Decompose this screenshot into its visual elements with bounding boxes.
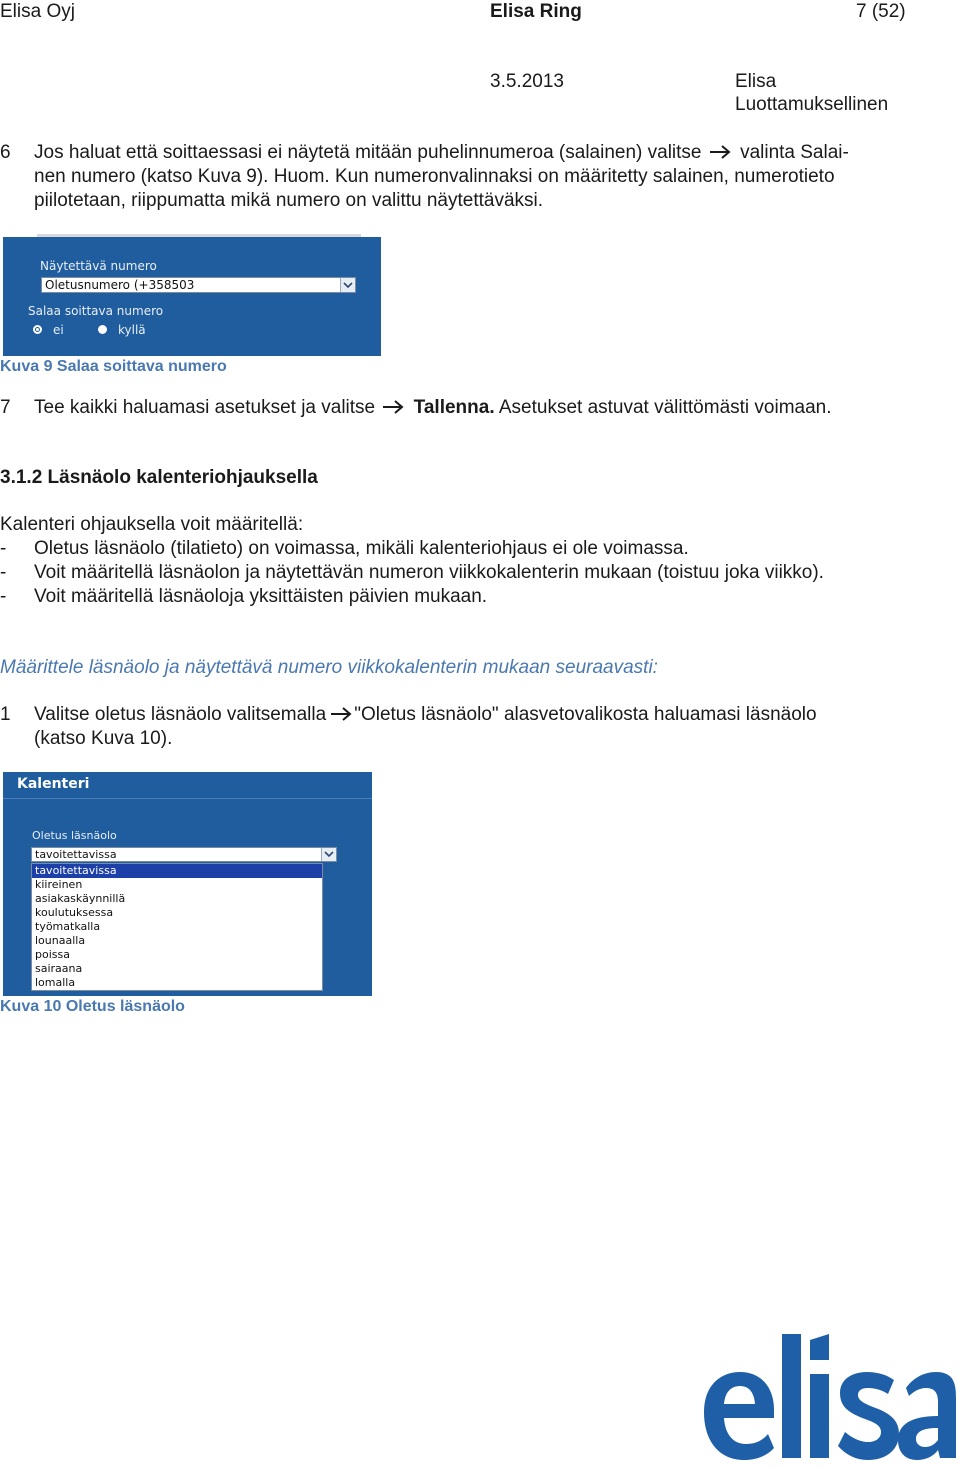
bullet-item: Oletus läsnäolo (tilatieto) on voimassa, mikäli kalenteriohjaus ei ole voimassa.: [34, 538, 689, 559]
default-presence-select[interactable]: [31, 847, 337, 862]
step6-line2: nen numero (katso Kuva 9). Huom. Kun numeronvalinnaksi on määritetty salainen, numerotieto: [34, 166, 835, 187]
save-emphasis: Tallenna.: [413, 397, 495, 418]
list-item[interactable]: poissa: [35, 948, 70, 961]
radio-no-label: ei: [53, 323, 64, 337]
step1-line1: [34, 703, 817, 727]
presence-options-list[interactable]: [31, 863, 323, 991]
hide-number-label: Salaa soittava numero: [28, 304, 164, 318]
default-presence-value: tavoitettavissa: [35, 848, 117, 861]
figure-caption-10: Kuva 10 Oletus läsnäolo: [0, 998, 185, 1015]
section-heading: 3.1.2 Läsnäolo kalenteriohjauksella: [0, 467, 318, 488]
step1-line2: (katso Kuva 10).: [34, 728, 173, 749]
document-date: 3.5.2013: [490, 71, 564, 92]
bullet-marker: -: [0, 586, 7, 607]
list-item[interactable]: asiakaskäynnillä: [35, 892, 126, 905]
dropdown-arrow-icon: [340, 278, 355, 292]
right-arrow-icon: [709, 145, 731, 159]
radio-button-icon[interactable]: [98, 325, 107, 334]
bullet-item: Voit määritellä läsnäolon ja näytettävän numeron viikkokalenterin mukaan (toistuu joka viikko).: [34, 562, 824, 583]
instructions-title: Määrittele läsnäolo ja näytettävä numero viikkokalenterin mukaan seuraavasti:: [0, 657, 658, 678]
right-arrow-icon: [330, 707, 352, 721]
step6-line3: piilotetaan, riippumatta mikä numero on valittu näytettäväksi.: [34, 190, 544, 211]
step6-line1: [34, 141, 849, 165]
bullet-marker: -: [0, 538, 7, 559]
list-item[interactable]: työmatkalla: [35, 920, 101, 933]
list-item[interactable]: kiireinen: [35, 878, 83, 891]
list-item[interactable]: koulutuksessa: [35, 906, 114, 919]
section-intro: Kalenteri ohjauksella voit määritellä:: [0, 514, 304, 535]
radio-button-icon[interactable]: [33, 325, 42, 334]
page-number: 7 (52): [856, 1, 906, 22]
step1-text-post: "Oletus läsnäolo" alasvetovalikosta haluamasi läsnäolo: [354, 704, 817, 725]
confidentiality-label: Luottamuksellinen: [735, 94, 889, 115]
bullet-item: Voit määritellä läsnäoloja yksittäisten päivien mukaan.: [34, 586, 488, 607]
panel-divider: [3, 798, 372, 799]
step6-line1-text: Jos haluat että soittaessasi ei näytetä mitään puhelinnumeroa (salainen) valitse: [34, 142, 702, 163]
step-number: 7: [0, 397, 11, 418]
calendar-panel-title: Kalenteri: [17, 776, 90, 792]
panel-top-edge: [37, 234, 361, 237]
step7-text: Tee kaikki haluamasi asetukset ja valitse: [34, 397, 376, 418]
step1-text: Valitse oletus läsnäolo valitsemalla: [34, 704, 327, 725]
list-item[interactable]: lounaalla: [35, 934, 86, 947]
elisa-logo: [700, 1328, 956, 1468]
displayed-number-select[interactable]: [41, 277, 356, 293]
default-presence-label: Oletus läsnäolo: [32, 829, 117, 842]
list-item[interactable]: sairaana: [35, 962, 83, 975]
figure-caption-9: Kuva 9 Salaa soittava numero: [0, 358, 227, 375]
step6-line1-text-post: valinta Salai-: [740, 142, 849, 163]
step-number: 6: [0, 142, 11, 163]
radio-yes-label: kyllä: [118, 323, 146, 337]
right-arrow-icon: [382, 400, 404, 414]
step7-line: [34, 396, 832, 420]
step7-text-post: Asetukset astuvat välittömästi voimaan.: [498, 397, 832, 418]
bullet-marker: -: [0, 562, 7, 583]
displayed-number-label: Näytettävä numero: [40, 259, 157, 273]
step-number: 1: [0, 704, 11, 725]
list-item[interactable]: tavoitettavissa: [32, 864, 322, 878]
organization: Elisa: [735, 71, 777, 92]
company-name: Elisa Oyj: [0, 1, 75, 22]
document-title: Elisa Ring: [490, 1, 582, 22]
screenshot-hide-number: [3, 234, 381, 356]
list-item[interactable]: lomalla: [35, 976, 76, 989]
displayed-number-value: Oletusnumero (+358503: [45, 278, 195, 292]
dropdown-arrow-icon: [321, 848, 336, 861]
